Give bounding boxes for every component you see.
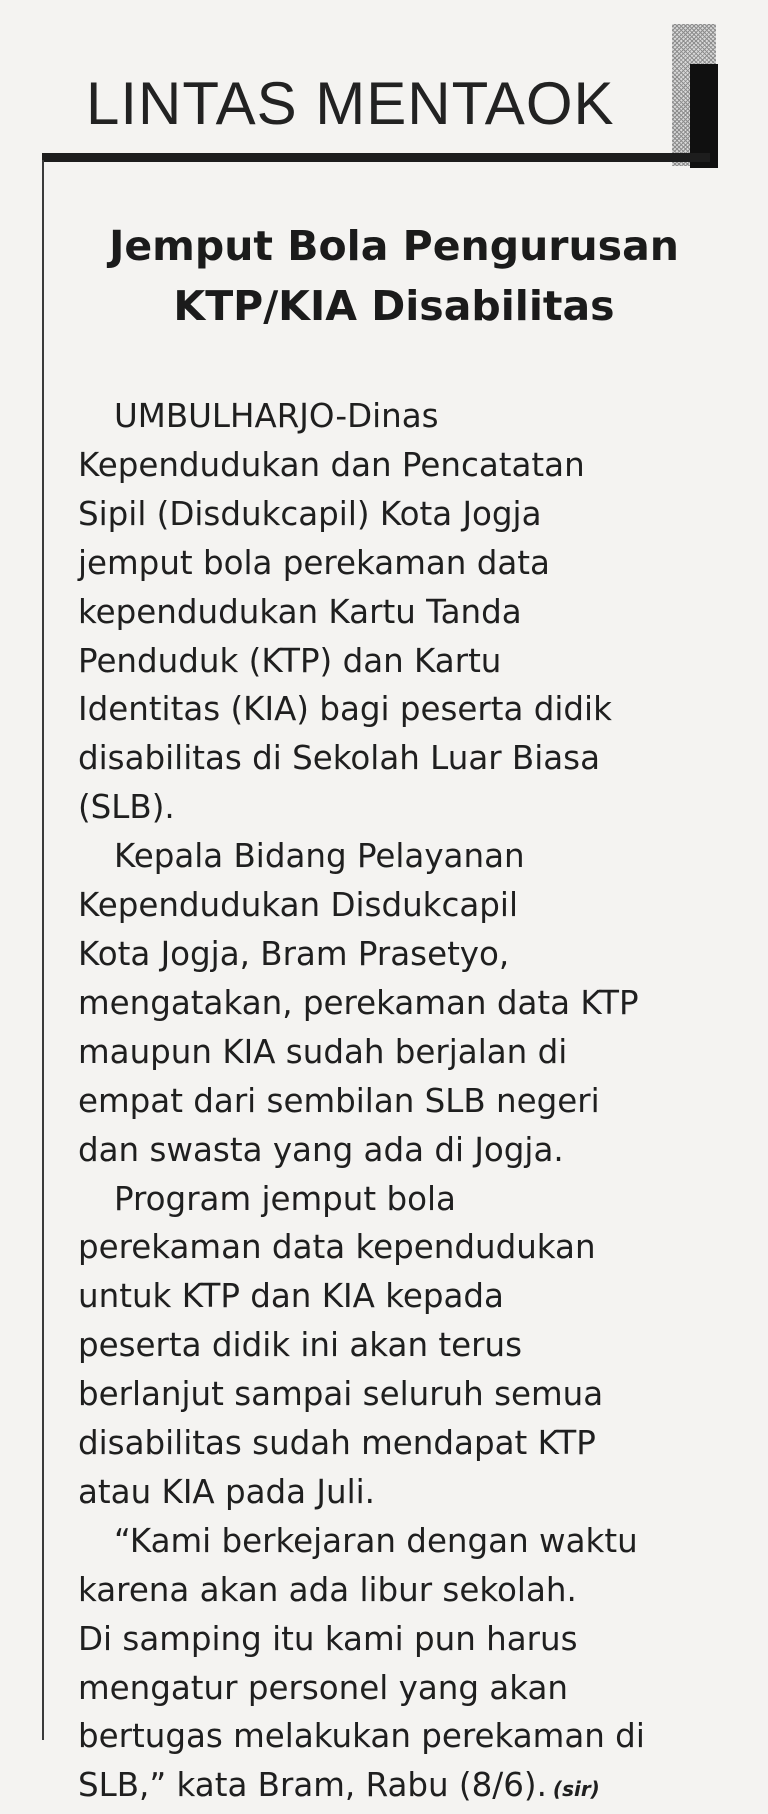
section-rubric: LINTAS MENTAOK — [86, 70, 615, 137]
body-line: perekaman data kependudukan — [78, 1228, 596, 1267]
body-line: Kota Jogja, Bram Prasetyo, — [78, 934, 510, 973]
article-headline — [52, 216, 736, 336]
body-line: jemput bola perekaman data — [78, 543, 550, 582]
body-line: “Kami berkejaran dengan waktu — [114, 1521, 638, 1560]
body-line: Di samping itu kami pun harus — [78, 1619, 578, 1658]
rubric-rule — [42, 153, 710, 162]
body-line: karena akan ada libur sekolah. — [78, 1570, 577, 1609]
headline-line-2: KTP/KIA Disabilitas — [173, 282, 615, 330]
body-line-last — [78, 1761, 718, 1814]
body-line: mengatur personel yang akan — [78, 1668, 568, 1707]
body-line: maupun KIA sudah berjalan di — [78, 1032, 568, 1071]
body-line: (SLB). — [78, 788, 175, 827]
column-left-rule — [42, 160, 44, 1740]
body-line: peserta didik ini akan terus — [78, 1326, 523, 1365]
byline: (sir) — [552, 1777, 600, 1802]
body-line: Kepala Bidang Pelayanan — [114, 837, 525, 876]
body-line: Kependudukan dan Pencatatan — [78, 445, 585, 484]
body-line: UMBULHARJO-Dinas — [114, 397, 439, 435]
body-line: untuk KTP dan KIA kepada — [78, 1277, 504, 1316]
body-line: empat dari sembilan SLB negeri — [78, 1081, 600, 1120]
body-line: dan swasta yang ada di Jogja. — [78, 1130, 564, 1169]
body-line: disabilitas sudah mendapat KTP — [78, 1424, 596, 1463]
body-line: kependudukan Kartu Tanda — [78, 592, 522, 631]
article-body — [78, 392, 718, 1814]
body-line: bertugas melakukan perekaman di — [78, 1717, 645, 1756]
body-line: mengatakan, perekaman data KTP — [78, 983, 639, 1022]
body-line: Program jemput bola — [114, 1179, 456, 1218]
body-line: Sipil (Disdukcapil) Kota Jogja — [78, 494, 542, 533]
body-line: berlanjut sampai seluruh semua — [78, 1375, 604, 1414]
body-line: atau KIA pada Juli. — [78, 1472, 375, 1511]
headline-line-1: Jemput Bola Pengurusan — [109, 222, 679, 270]
body-line: disabilitas di Sekolah Luar Biasa — [78, 739, 601, 778]
body-line-text: SLB,” kata Bram, Rabu (8/6). — [78, 1766, 547, 1805]
body-line: Penduduk (KTP) dan Kartu — [78, 641, 502, 680]
body-line: Identitas (KIA) bagi peserta didik — [78, 690, 612, 729]
body-line: Kependudukan Disdukcapil — [78, 886, 518, 925]
